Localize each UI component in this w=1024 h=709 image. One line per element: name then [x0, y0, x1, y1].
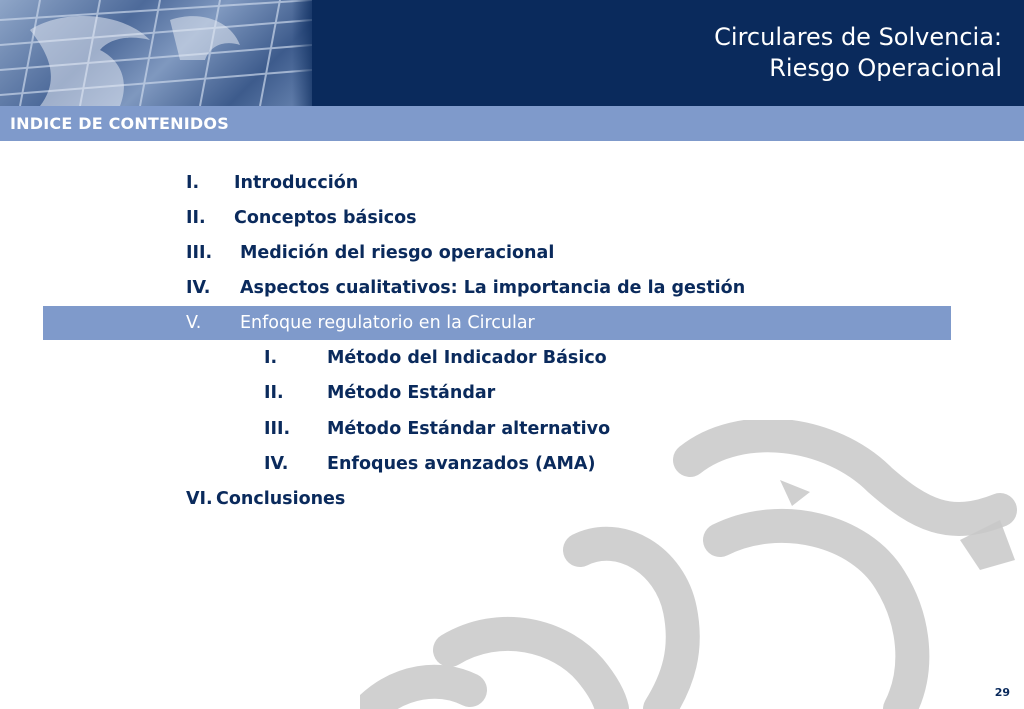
header-banner — [0, 0, 1024, 106]
toc-item-label: Medición del riesgo operacional — [240, 243, 555, 263]
toc-item-number: II. — [264, 383, 284, 403]
title-line-1: Circulares de Solvencia: — [714, 23, 1002, 51]
toc-item-label: Enfoques avanzados (AMA) — [327, 454, 596, 474]
toc-item-number: II. — [186, 208, 206, 228]
toc-item-label: Conclusiones — [216, 489, 346, 509]
page-title — [714, 22, 1002, 84]
toc-item-number: I. — [186, 173, 200, 193]
section-bar — [0, 106, 1024, 141]
toc-item-number: VI. — [186, 489, 213, 509]
toc-item-label: Introducción — [234, 173, 359, 193]
toc-item-number: III. — [264, 419, 291, 439]
toc-item-label: Método Estándar — [327, 383, 496, 403]
toc-item-label: Método Estándar alternativo — [327, 419, 611, 439]
toc-item-number: V. — [186, 313, 202, 333]
toc-item-label: Conceptos básicos — [234, 208, 417, 228]
toc-item-number: IV. — [186, 278, 211, 298]
toc-item-number: III. — [186, 243, 213, 263]
toc-item-number: I. — [264, 348, 278, 368]
building-photo-icon — [0, 0, 312, 106]
section-label: INDICE DE CONTENIDOS — [10, 114, 229, 133]
title-line-2: Riesgo Operacional — [769, 54, 1002, 82]
header-fade — [292, 0, 320, 106]
toc-item-label: Aspectos cualitativos: La importancia de la gestión — [240, 278, 746, 298]
toc-item-number: IV. — [264, 454, 289, 474]
page-number: 29 — [994, 686, 1010, 699]
header-photo — [0, 0, 312, 106]
toc-item-label: Enfoque regulatorio en la Circular — [240, 313, 535, 333]
toc-item-label: Método del Indicador Básico — [327, 348, 607, 368]
